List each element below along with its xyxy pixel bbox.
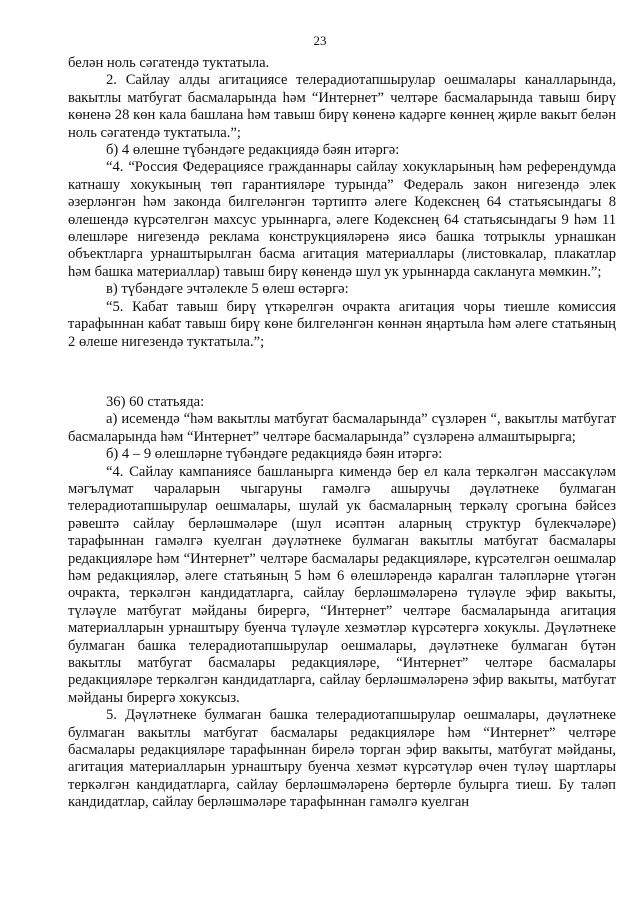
paragraph-5: в) түбәндәге эчтәлекле 5 өлеш өстәргә: (106, 281, 349, 298)
paragraph-6: “5. Кабат тавыш бирү үткәрелгән очракта агитация чоры тиешле комиссия тарафыннан кабат тавыш бирү көне билгеләнгән көннән яңартыла һәм әлеге статьяның 2 өлеше нигезендә туктатыла.”; (68, 298, 616, 350)
paragraph-9: б) 4 – 9 өлешләрне түбәндәге редакциядә бәян итәргә: (106, 446, 443, 463)
paragraph-1: белән ноль сәгатендә туктатыла. (68, 55, 270, 71)
paragraph-2: 2. Сайлау алды агитациясе телерадиотапшырулар оешмалары каналларында, вакытлы матбугат басмаларында һәм “Интернет” челтәре басмаларында тавыш бирү көненә 28 көн кала башлана һәм тавыш бирү көненә кадәрге көннең җирле вакыт белән ноль сәгатендә туктатыла.”; (68, 72, 616, 141)
page-number: 23 (313, 33, 327, 48)
paragraph-4: “4. “Россия Федерациясе гражданнары сайлау хокукларының һәм референдумда катнашу хокукының төп гарантияләре турында” Федераль закон нигезендә элек әзерләнгән һәм законда билгеләнгән тәртиптә әлеге Кодекснең 64 статьясындагы 8 өлешендә күрсәтелгән махсус урыннарга, әлеге Кодекснең 64 статьясындагы 9 һәм 11 өлешләре нигезендә реклама конструкцияләренә яисә башка тотрыклы урнашкан объектларга урнаштырылган басма агитация материаллары (листовкалар, плакатлар һәм башка материаллар) тавыш бирү көнендә шул ук урыннарда саклануга мөмкин.”; (68, 159, 616, 280)
paragraph-3: б) 4 өлешне түбәндәге редакциядә бәян итәргә: (106, 142, 400, 159)
paragraph-8: а) исемендә “һәм вакытлы матбугат басмаларында” сүзләрен “, вакытлы матбугат басмаларында һәм “Интернет” челтәре басмаларында” сүзләренә алмаштырырга; (68, 411, 616, 445)
document-body (68, 55, 616, 812)
paragraph-7: 36) 60 статьяда: (106, 393, 205, 410)
paragraph-11: 5. Дәүләтнеке булмаган башка телерадиотапшырулар оешмалары, дәүләтнеке булмаган вакытлы матбугат басмалары редакцияләре һәм “Интернет” челтәре басмалары редакцияләре тарафыннан бирелә торган эфир вакыты, матбугат мәйданы, агитация материалларын урнаштыру буенча хезмәт күрсәтүләр өчен түләү шартлары теркәлгән кандидатларга, сайлау берләшмәләренә бертөрле булырга тиеш. Бу таләп кандидатлар, сайлау берләшмәләре тарафыннан гамәлгә куелган (68, 707, 616, 811)
section-gap (68, 351, 616, 394)
paragraph-10: “4. Сайлау кампаниясе башланырга кимендә бер ел кала теркәлгән массакүләм мәгълүмат чараларын чыгаруны гамәлгә ашыручы дәүләтнеке булмаган телерадиотапшырулар оешмалары, шулай ук басмаларның теркәлү срогына бәйсез рәвештә сайлау берләшмәләре (шул исәптән аларның структур бүлекчәләре) тарафыннан гамәлгә куелган дәүләтнеке булмаган вакытлы матбугат басмалары редакцияләре һәм “Интернет” челтәре басмалары редакцияләре, күрсәтелгән оешмалар һәм редакцияләр, әлеге статьяның 5 һәм 6 өлешләрендә каралган таләпләрне үтәгән очракта, теркәлгән кандидатларга, сайлау берләшмәләренә түләүле эфир вакыты, түләүле матбугат мәйданы бирергә, “Интернет” челтәре басмаларында агитация материалларын урнаштыру буенча түләүле хезмәтләр күрсәтергә хокуклы. Дәүләтнеке булмаган башка телерадиотапшырулар оешмалары, дәүләтнеке булмаган бүтән вакытлы матбугат басмалары редакцияләре, “Интернет” челтәре басмалары редакцияләре теркәлгән кандидатларга, сайлау берләшмәләренә эфир вакыты, матбугат мәйданы бирергә хокуксыз. (68, 463, 616, 706)
